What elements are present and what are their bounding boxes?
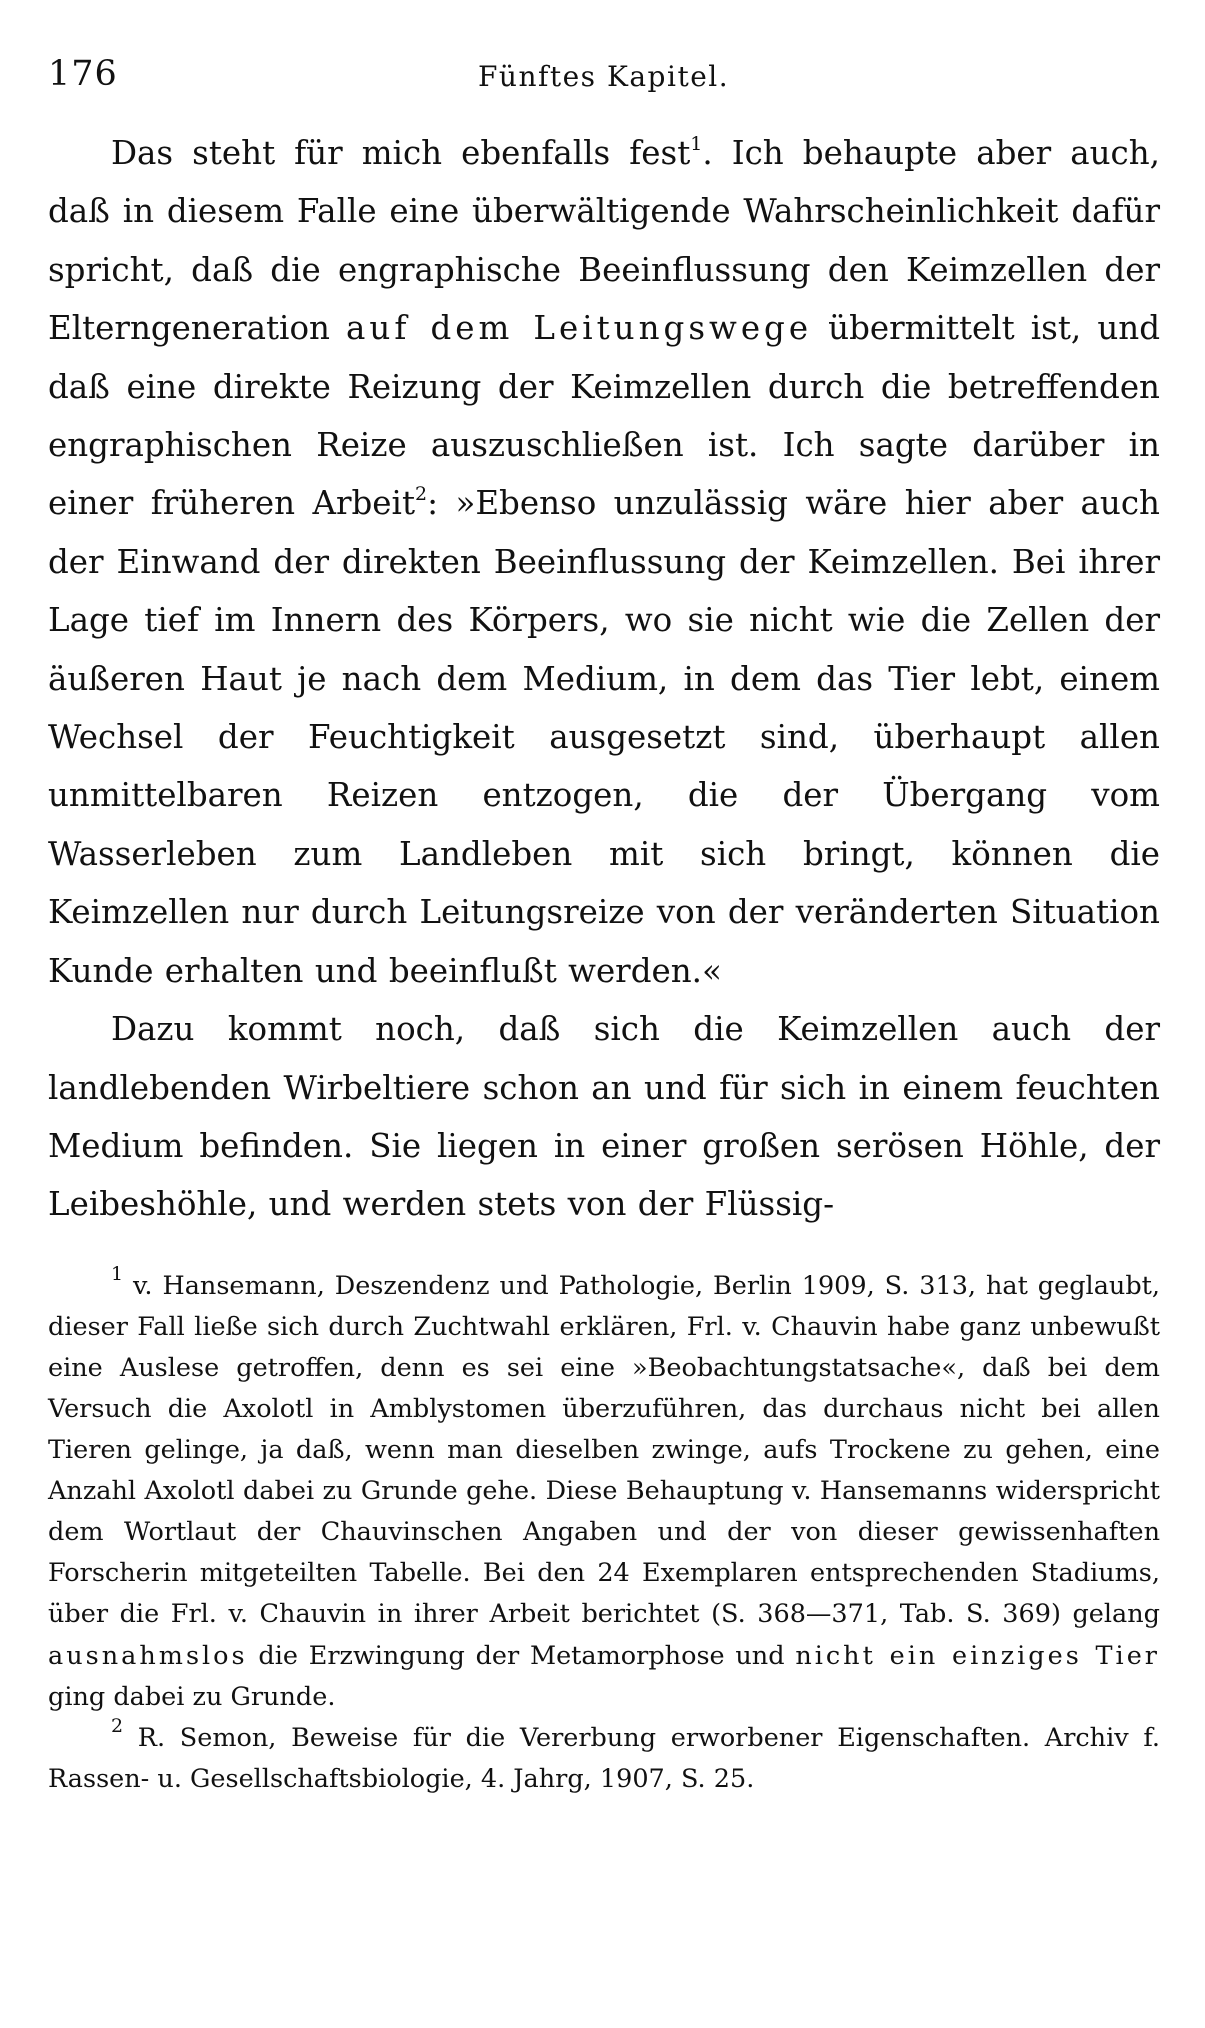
footnote-ref-1: 1: [690, 133, 703, 155]
book-page: [48, 52, 1160, 1800]
footnote-1-emphasis-2: nicht ein einziges Tier: [795, 1640, 1160, 1671]
footnotes: [48, 1262, 1160, 1800]
footnote-1-text-c: ging dabei zu Grunde.: [48, 1681, 336, 1712]
footnote-1-text-a: v. Hansemann, Deszendenz und Pathologie, Berlin 1909, S. 313, hat geglaubt, dieser Fall ließe sich durch Zuchtwahl erklären, Frl. v. Chauvin habe ganz unbewußt eine Auslese getroffen, denn es sei eine »Beobachtungstatsache«, daß bei dem Versuch die Axolotl in Amblystomen überzuführen, das durchaus nicht bei allen Tieren gelinge, ja daß, wenn man dieselben zwinge, aufs Trockene zu gehen, eine Anzahl Axolotl dabei zu Grunde gehe. Diese Behauptung v. Hansemanns widerspricht dem Wortlaut der Chauvinschen Angaben und der von dieser gewissenhaften Forscherin mitgeteilten Tabelle. Bei den 24 Exemplaren entsprechenden Stadiums, über die Frl. v. Chauvin in ihrer Arbeit berichtet (S. 368—371, Tab. S. 369) gelang: [48, 1270, 1160, 1630]
page-header: [48, 52, 1160, 102]
paragraph-1-text-c: übermittelt ist, und daß eine direkte Reizung der Keimzellen durch die betreffenden engraphischen Reize auszuschließen ist. Ich sagte darüber in einer früheren Arbeit: [48, 309, 1160, 523]
paragraph-1-text-d: : »Ebenso unzulässig wäre hier aber auch der Einwand der direkten Beeinflussung der Keimzellen. Bei ihrer Lage tief im Innern des Körpers, wo sie nicht wie die Zellen der äußeren Haut je nach dem Medium, in dem das Tier lebt, einem Wechsel der Feuchtigkeit ausgesetzt sind, überhaupt allen unmittelbaren Reizen entzogen, die der Übergang vom Wasserleben zum Landleben mit sich bringt, können die Keimzellen nur durch Leitungsreize von der veränderten Situation Kunde erhalten und beeinflußt werden.«: [48, 484, 1160, 990]
footnote-2-text: R. Semon, Beweise für die Vererbung erworbener Eigenschaften. Archiv f. Rassen- u. Gesellschaftsbiologie, 4. Jahrg, 1907, S. 25.: [48, 1722, 1160, 1794]
footnote-ref-2: 2: [415, 483, 428, 506]
footnote-1-emphasis-1: ausnahmslos: [48, 1640, 248, 1671]
footnote-2-marker: 2: [111, 1714, 124, 1737]
footnote-2: [48, 1714, 1160, 1800]
paragraph-2: Dazu kommt noch, daß sich die Keimzellen auch der landlebenden Wirbeltiere schon an und für sich in einem feuchten Medium befinden. Sie liegen in einer großen serösen Höhle, der Leibeshöhle, und werden stets von der Flüssig-: [48, 1010, 1160, 1224]
paragraph-1-text-b: . Ich behaupte aber auch, daß in diesem Falle eine überwältigende Wahrscheinlichkeit dafür spricht, daß die engraphische Beeinflussung den Keimzellen der Elterngeneration: [48, 134, 1160, 348]
main-text: [48, 124, 1160, 1234]
page-number: 176: [48, 54, 118, 94]
footnote-1: [48, 1262, 1160, 1718]
running-head: Fünftes Kapitel.: [478, 60, 730, 93]
paragraph-1-emphasis: auf dem Leitungswege: [346, 309, 813, 348]
paragraph-1: [48, 124, 1160, 1000]
paragraph-1-text-a: Das steht für mich ebenfalls fest: [111, 134, 691, 172]
footnote-1-text-b: die Erzwingung der Metamorphose und: [247, 1640, 796, 1671]
footnote-1-marker: 1: [111, 1262, 124, 1285]
